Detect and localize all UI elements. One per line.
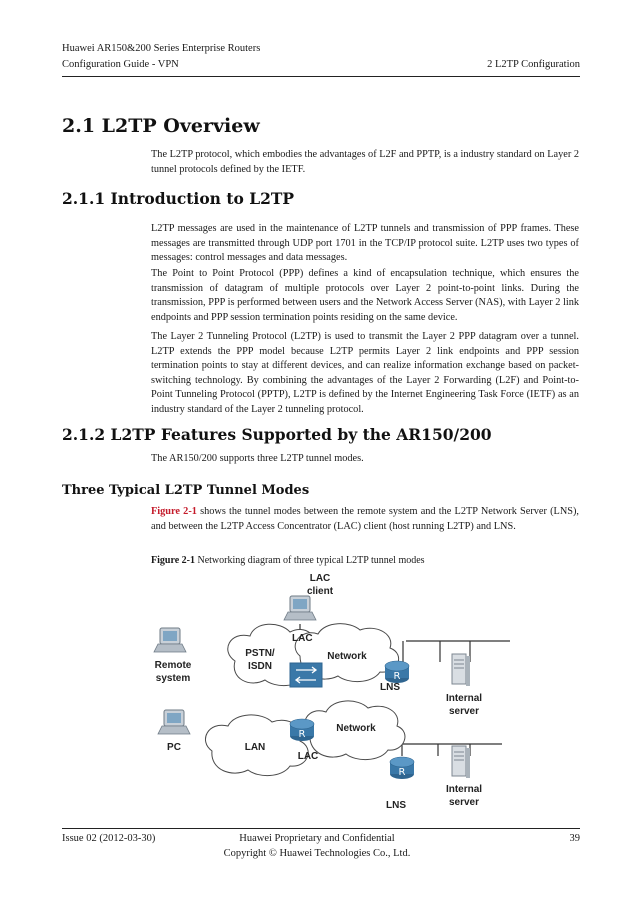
networking-diagram: R LAC client LAC PSTN/ ISDN Network Remote system LNS Internal server Network PC LAN LAC LNS Internal server bbox=[140, 566, 580, 821]
footer-page-number: 39 bbox=[569, 833, 580, 844]
internal-server-icon-1 bbox=[452, 654, 470, 686]
lns-router-icon-top bbox=[385, 661, 409, 683]
section-2-1-title: 2.1 L2TP Overview bbox=[62, 115, 260, 137]
label-lac-client-1: LAC bbox=[309, 573, 331, 584]
label-lns-bottom: LNS bbox=[386, 800, 406, 811]
internal-server-icon-2 bbox=[452, 746, 470, 778]
lac-client-pc-icon bbox=[284, 596, 316, 620]
lac-switch-icon bbox=[290, 663, 322, 687]
label-remote-2: system bbox=[155, 673, 191, 684]
section-2-1-2-title: 2.1.2 L2TP Features Supported by the AR150/200 bbox=[62, 425, 492, 444]
section-2-1-body: The L2TP protocol, which embodies the advantages of L2F and PPTP, is a industry standard on Layer 2 tunnel protocols defined by the IETF. bbox=[151, 149, 579, 175]
figure-2-1-link[interactable]: Figure 2-1 bbox=[151, 506, 197, 517]
tunnel-modes-body-text: shows the tunnel modes between the remote system and the L2TP Network Server (LNS), and between the L2TP Access Concentrator (LAC) client (host running L2TP) and LNS. bbox=[151, 506, 579, 532]
label-internal-server-2b: server bbox=[448, 797, 480, 808]
label-internal-server-1b: server bbox=[448, 706, 480, 717]
section-2-1-2-body: The AR150/200 supports three L2TP tunnel modes. bbox=[151, 453, 364, 464]
label-lan: LAN bbox=[244, 742, 266, 753]
page-header bbox=[62, 41, 580, 73]
header-product: Huawei AR150&200 Series Enterprise Routers bbox=[62, 43, 261, 54]
lac-router-icon-bottom bbox=[290, 719, 314, 741]
label-pc: PC bbox=[167, 742, 181, 753]
footer-confidential: Huawei Proprietary and Confidential bbox=[239, 833, 395, 844]
header-divider bbox=[62, 76, 580, 77]
footer-divider bbox=[62, 828, 580, 829]
label-network-top: Network bbox=[327, 651, 367, 662]
label-pstn-1: PSTN/ bbox=[245, 648, 275, 659]
label-internal-server-2a: Internal bbox=[445, 784, 483, 795]
label-pstn-2: ISDN bbox=[248, 661, 272, 672]
lns-router-icon-bottom bbox=[390, 757, 414, 779]
header-guide: Configuration Guide - VPN bbox=[62, 59, 179, 70]
section-2-1-1-p1: L2TP messages are used in the maintenance of L2TP tunnels and transmission of PPP frames. These messages are transmitted through UDP port 1701 in the TCP/IP protocol suite. L2TP uses two types of messages: control messages and data messages. bbox=[151, 223, 579, 264]
figure-caption-label: Figure 2-1 bbox=[151, 555, 195, 566]
label-lac-bottom: LAC bbox=[297, 751, 319, 762]
figure-caption-text: Networking diagram of three typical L2TP tunnel modes bbox=[194, 555, 425, 566]
section-2-1-1-title: 2.1.1 Introduction to L2TP bbox=[62, 189, 295, 208]
footer-copyright: Copyright © Huawei Technologies Co., Ltd. bbox=[223, 848, 411, 859]
label-lns-top: LNS bbox=[380, 682, 400, 693]
section-2-1-1-p2: The Point to Point Protocol (PPP) defines a kind of encapsulation technique, which ensures the transmission of datagram of multiple protocols over Layer 2 point-to-point links. During the transmission, PPP is performed between users and the Network Access Server (NAS), with Layer 2 link endpoints and PPP session termination points residing on the same device. bbox=[151, 268, 579, 323]
label-lac-top: LAC bbox=[292, 633, 313, 644]
tunnel-modes-body bbox=[151, 505, 579, 534]
label-network-bottom: Network bbox=[336, 723, 376, 734]
label-remote-1: Remote bbox=[154, 660, 192, 671]
tunnel-modes-title: Three Typical L2TP Tunnel Modes bbox=[62, 483, 310, 498]
remote-system-pc-icon bbox=[154, 628, 186, 652]
label-lac-client-2: client bbox=[306, 586, 334, 597]
section-2-1-1-p3: The Layer 2 Tunneling Protocol (L2TP) is used to transmit the Layer 2 PPP datagram over a tunnel. L2TP extends the PPP model because L2TP permits Layer 2 link endpoints and PPP session termination points to stay at different devices, and can realize information exchange based on packet-switching technology. By combining the advantages of the Layer 2 Forwarding (L2F) and Point-to-Point Tunneling Protocol (PPTP), L2TP is defined by the Internet Engineering Task Force (IETF) as an industry standard of the Layer 2 tunneling protocol. bbox=[151, 331, 579, 415]
pc-icon bbox=[158, 710, 190, 734]
label-internal-server-1a: Internal bbox=[445, 693, 483, 704]
footer-issue: Issue 02 (2012-03-30) bbox=[62, 833, 156, 844]
header-chapter: 2 L2TP Configuration bbox=[487, 59, 580, 70]
